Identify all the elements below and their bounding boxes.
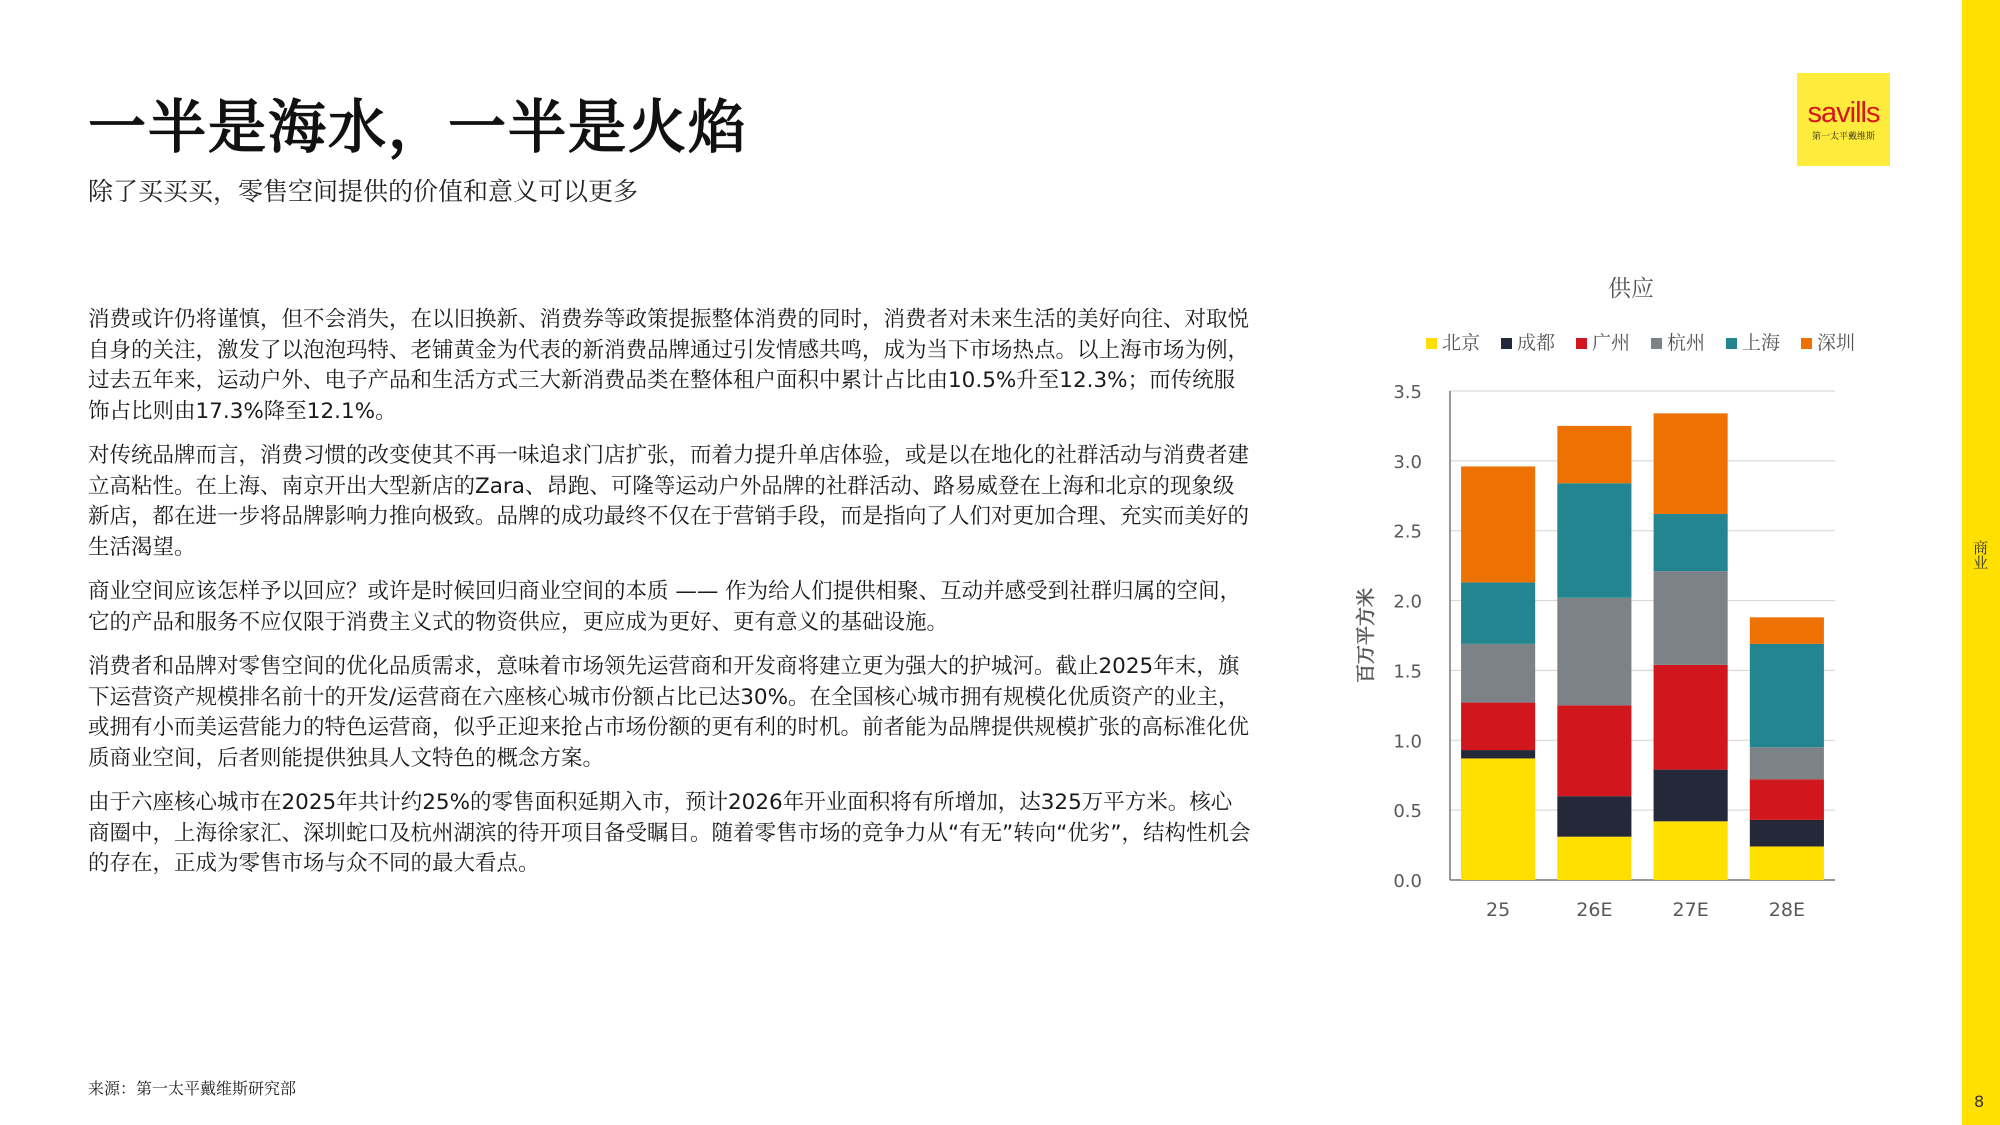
page-subtitle: 除了买买买，零售空间提供的价值和意义可以更多 bbox=[88, 177, 639, 206]
section-label: 商业 bbox=[1971, 540, 1989, 570]
legend-swatch-6 bbox=[1801, 338, 1812, 349]
bar-segment-26e-1 bbox=[1557, 837, 1631, 880]
bar-segment-28e-3 bbox=[1750, 779, 1824, 820]
bar-segment-28e-5 bbox=[1750, 644, 1824, 747]
bar-segment-28e-6 bbox=[1750, 617, 1824, 644]
bar-segment-26e-4 bbox=[1557, 598, 1631, 706]
supply-chart bbox=[1330, 260, 1890, 940]
y-axis-title: 百万平方米 bbox=[1355, 587, 1377, 684]
bar-segment-27e-5 bbox=[1654, 514, 1728, 571]
y-tick-label: 0.5 bbox=[1393, 801, 1422, 823]
bar-segment-25-2 bbox=[1461, 750, 1535, 758]
paragraph-1: 消费或许仍将谨慎，但不会消失，在以旧换新、消费券等政策提振整体消费的同时，消费者对未来生活的美好向往、对取悦自身的关注，激发了以泡泡玛特、老铺黄金为代表的新消费品牌通过引发情感共鸣，成为当下市场热点。以上海市场为例，过去五年来，运动户外、电子产品和生活方式三大新消费品类在整体租户面积中累计占比由10.5%升至12.3%；而传统服饰占比则由17.3%降至12.1%。 bbox=[88, 307, 1250, 424]
paragraph-2: 对传统品牌而言，消费习惯的改变使其不再一味追求门店扩张，而着力提升单店体验，或是以在地化的社群活动与消费者建立高粘性。在上海、南京开出大型新店的Zara、昂跑、可隆等运动户外品牌的社群活动、路易威登在上海和北京的现象级新店，都在进一步将品牌影响力推向极致。品牌的成功最终不仅在于营销手段，而是指向了人们对更加合理、充实而美好的生活渴望。 bbox=[88, 443, 1250, 560]
legend-swatch-1 bbox=[1426, 338, 1437, 349]
bar-segment-27e-2 bbox=[1654, 770, 1728, 822]
legend-label-4: 杭州 bbox=[1667, 332, 1706, 354]
bar-segment-25-5 bbox=[1461, 582, 1535, 643]
legend-swatch-3 bbox=[1576, 338, 1587, 349]
savills-logo bbox=[1797, 73, 1890, 166]
bar-segment-28e-4 bbox=[1750, 747, 1824, 779]
legend-label-6: 深圳 bbox=[1817, 332, 1856, 354]
y-tick-label: 3.5 bbox=[1393, 382, 1422, 403]
bar-segment-27e-6 bbox=[1654, 413, 1728, 514]
legend-swatch-5 bbox=[1726, 338, 1737, 349]
x-tick-label: 27E bbox=[1672, 899, 1709, 921]
x-tick-label: 26E bbox=[1576, 899, 1613, 921]
bar-segment-27e-4 bbox=[1654, 571, 1728, 665]
bar-segment-26e-3 bbox=[1557, 705, 1631, 796]
legend-label-5: 上海 bbox=[1742, 332, 1781, 354]
y-tick-label: 2.0 bbox=[1393, 591, 1422, 613]
paragraph-5: 由于六座核心城市在2025年共计约25%的零售面积延期入市，预计2026年开业面积将有所增加，达325万平方米。核心商圈中，上海徐家汇、深圳蛇口及杭州湖滨的待开项目备受瞩目。随着零售市场的竞争力从“有无”转向“优劣”，结构性机会的存在，正成为零售市场与众不同的最大看点。 bbox=[88, 790, 1251, 876]
y-tick-label: 2.5 bbox=[1393, 521, 1422, 543]
logo-tagline: 第一太平戴维斯 bbox=[1811, 131, 1875, 142]
page-number: 8 bbox=[1974, 1092, 1985, 1111]
bar-segment-27e-1 bbox=[1654, 821, 1728, 880]
bar-segment-25-3 bbox=[1461, 703, 1535, 751]
body-text bbox=[88, 305, 1253, 894]
bar-segment-25-4 bbox=[1461, 644, 1535, 703]
source-note: 来源：第一太平戴维斯研究部 bbox=[88, 1079, 297, 1098]
supply-chart-svg bbox=[1330, 260, 1890, 940]
y-tick-label: 3.0 bbox=[1393, 451, 1422, 473]
paragraph-3: 商业空间应该怎样予以回应？或许是时候回归商业空间的本质 —— 作为给人们提供相聚、互动并感受到社群归属的空间，它的产品和服务不应仅限于消费主义式的物资供应，更应成为更好、更有意义的基础设施。 bbox=[88, 579, 1242, 635]
legend-label-2: 成都 bbox=[1517, 332, 1556, 354]
bar-segment-26e-5 bbox=[1557, 483, 1631, 598]
legend-swatch-2 bbox=[1501, 338, 1512, 349]
legend-swatch-4 bbox=[1651, 338, 1662, 349]
bar-segment-27e-3 bbox=[1654, 665, 1728, 770]
page-title: 一半是海水，一半是火焰 bbox=[88, 93, 749, 161]
logo-word: savills bbox=[1807, 96, 1880, 129]
bar-segment-25-6 bbox=[1461, 466, 1535, 582]
legend-label-3: 广州 bbox=[1592, 332, 1631, 354]
x-tick-label: 25 bbox=[1486, 899, 1511, 921]
bar-segment-26e-6 bbox=[1557, 426, 1631, 483]
bar-segment-25-1 bbox=[1461, 758, 1535, 880]
bar-segment-26e-2 bbox=[1557, 796, 1631, 837]
bar-segment-28e-2 bbox=[1750, 820, 1824, 847]
bar-segment-28e-1 bbox=[1750, 846, 1824, 880]
y-tick-label: 1.0 bbox=[1393, 731, 1422, 753]
paragraph-4: 消费者和品牌对零售空间的优化品质需求，意味着市场领先运营商和开发商将建立更为强大的护城河。截止2025年末，旗下运营资产规模排名前十的开发/运营商在六座核心城市份额占比已达30%。在全国核心城市拥有规模化优质资产的业主，或拥有小而美运营能力的特色运营商，似乎正迎来抢占市场份额的更有利的时机。前者能为品牌提供规模扩张的高标准化优质商业空间，后者则能提供独具人文特色的概念方案。 bbox=[88, 654, 1250, 771]
chart-title: 供应 bbox=[1608, 276, 1654, 302]
y-tick-label: 0.0 bbox=[1393, 871, 1422, 892]
y-tick-label: 1.5 bbox=[1393, 661, 1422, 683]
x-tick-label: 28E bbox=[1768, 899, 1805, 921]
legend-label-1: 北京 bbox=[1442, 332, 1481, 354]
